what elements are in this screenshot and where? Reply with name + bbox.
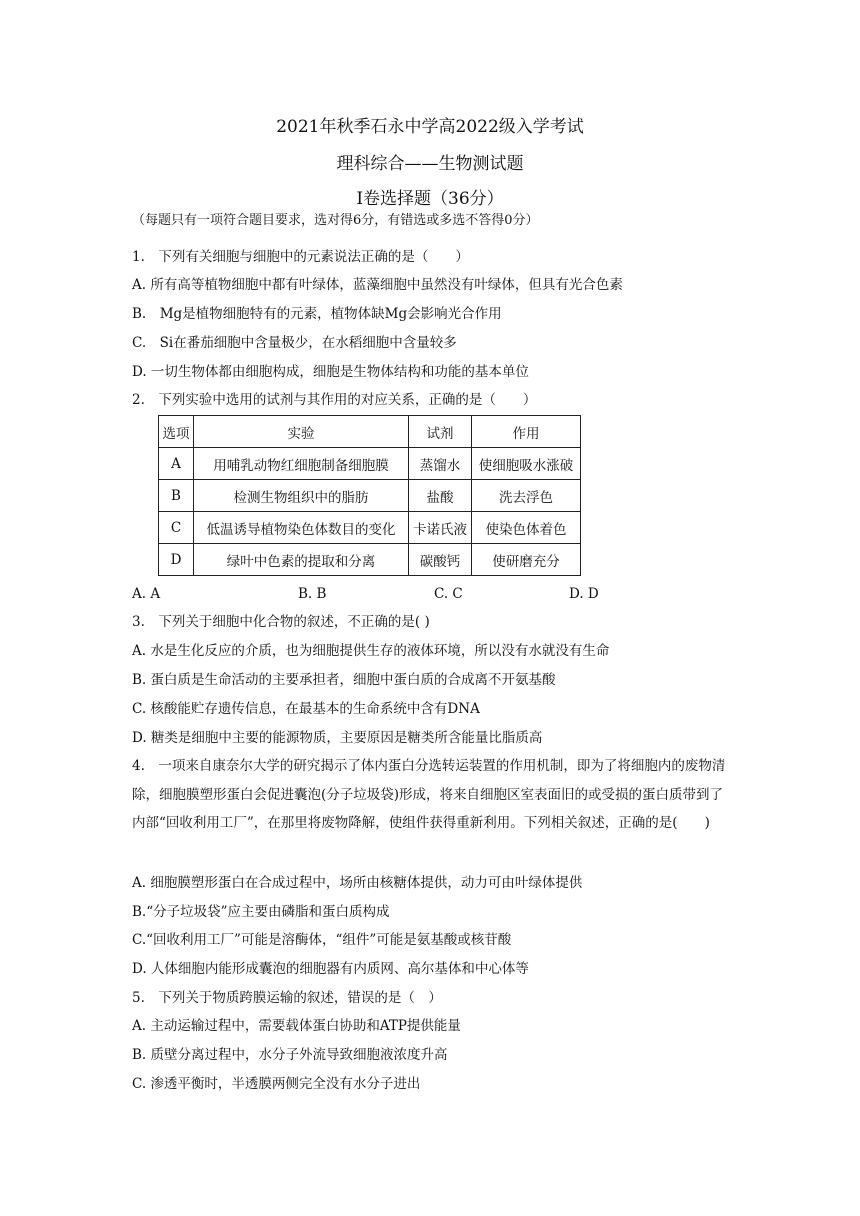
q3-option-c: C. 核酸能贮存遗传信息，在最基本的生命系统中含有DNA (132, 701, 480, 717)
q4-option-c: C.“回收利用工厂”可能是溶酶体，“组件”可能是氨基酸或核苷酸 (132, 932, 512, 948)
q4-stem: 4. 一项来自康奈尔大学的研究揭示了体内蛋白分选转运装置的作用机制，即为了将细胞内的废物清除，细胞膜塑形蛋白会促进囊泡(分子垃圾袋)形成，将来自细胞区室表面旧的或受损的蛋白质带到了内部“回收利用工厂”，在那里将废物降解，使组件获得重新利用。下列相关叙述，正确的是( ) (132, 758, 726, 831)
table-cell: 使染色体着色 (472, 512, 581, 544)
table-cell: 使研磨充分 (472, 544, 581, 576)
table-header-cell: 实验 (194, 416, 409, 448)
table-header-cell: 作用 (472, 416, 581, 448)
q4-option-b: B.“分子垃圾袋”应主要由磷脂和蛋白质构成 (132, 904, 390, 920)
q3-option-b: B. 蛋白质是生命活动的主要承担者，细胞中蛋白质的合成离不开氨基酸 (132, 672, 556, 688)
q1-option-c: C. Si在番茄细胞中含量极少，在水稻细胞中含量较多 (132, 335, 457, 351)
table-cell: 检测生物组织中的脂肪 (194, 480, 409, 512)
table-cell: 绿叶中色素的提取和分离 (194, 544, 409, 576)
table-cell: 蒸馏水 (409, 448, 472, 480)
exam-subtitle: 理科综合——生物测试题 (336, 154, 524, 174)
table-cell: 卡诺氏液 (409, 512, 472, 544)
q2-choice-b: B. B (298, 586, 327, 602)
table-cell: C (159, 512, 194, 544)
table-cell: A (159, 448, 194, 480)
exam-title: 2021年秋季石永中学高2022级入学考试 (276, 117, 584, 137)
table-row (159, 480, 581, 512)
q5-option-b: B. 质壁分离过程中，水分子外流导致细胞液浓度升高 (132, 1047, 448, 1063)
q3-stem: 3. 下列关于细胞中化合物的叙述，不正确的是( ) (132, 614, 430, 630)
table-header-cell: 试剂 (409, 416, 472, 448)
q1-option-b: B. Mg是植物细胞特有的元素，植物体缺Mg会影响光合作用 (132, 306, 502, 322)
table-header-row (159, 416, 581, 448)
table-header-cell: 选项 (159, 416, 194, 448)
q5-stem: 5. 下列关于物质跨膜运输的叙述，错误的是（ ） (132, 990, 442, 1006)
q2-choice-c: C. C (434, 586, 463, 602)
q5-option-c: C. 渗透平衡时，半透膜两侧完全没有水分子进出 (132, 1076, 421, 1092)
q1-stem: 1. 下列有关细胞与细胞中的元素说法正确的是（ ） (132, 249, 469, 265)
table-cell: D (159, 544, 194, 576)
q3-option-a: A. 水是生化反应的介质，也为细胞提供生存的液体环境，所以没有水就没有生命 (132, 643, 610, 659)
q2-choice-d: D. D (569, 586, 599, 602)
table-row (159, 448, 581, 480)
q2-stem: 2. 下列实验中选用的试剂与其作用的对应关系，正确的是（ ） (132, 392, 537, 408)
q1-option-a: A. 所有高等植物细胞中都有叶绿体，蓝藻细胞中虽然没有叶绿体，但具有光合色素 (132, 277, 623, 293)
scoring-note: （每题只有一项符合题目要求，选对得6分，有错选或多选不答得0分） (132, 213, 539, 228)
q2-choice-a: A. A (132, 586, 161, 602)
q1-option-d: D. 一切生物体都由细胞构成，细胞是生物体结构和功能的基本单位 (132, 364, 529, 380)
section-heading: Ⅰ卷选择题（36分） (356, 189, 504, 209)
q4-option-a: A. 细胞膜塑形蛋白在合成过程中，场所由核糖体提供，动力可由叶绿体提供 (132, 875, 583, 891)
q4-option-d: D. 人体细胞内能形成囊泡的细胞器有内质网、高尔基体和中心体等 (132, 961, 529, 977)
table-cell: 低温诱导植物染色体数目的变化 (194, 512, 409, 544)
table-cell: 用哺乳动物红细胞制备细胞膜 (194, 448, 409, 480)
table-cell: 盐酸 (409, 480, 472, 512)
q3-option-d: D. 糖类是细胞中主要的能源物质，主要原因是糖类所含能量比脂质高 (132, 730, 543, 746)
table-row (159, 512, 581, 544)
table-cell: 使细胞吸水涨破 (472, 448, 581, 480)
q2-table (158, 415, 581, 576)
q5-option-a: A. 主动运输过程中，需要载体蛋白协助和ATP提供能量 (132, 1018, 461, 1034)
table-cell: 洗去浮色 (472, 480, 581, 512)
table-cell: B (159, 480, 194, 512)
table-cell: 碳酸钙 (409, 544, 472, 576)
table-row (159, 544, 581, 576)
